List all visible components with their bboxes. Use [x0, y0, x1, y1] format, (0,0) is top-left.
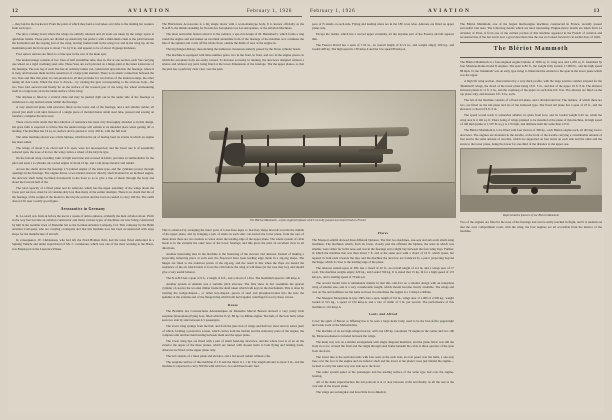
paragraph: The wings, of about 5 in. chord and 4 ft. span, were not un-suspected, and the lower one is of essentially reduced span, the nose of its two the wing carries a wheel of the bicycle type.: [12, 145, 154, 155]
paragraph: The N.A.B.S has a span of 9 ft., a length of 6 ft., and a chord of 1.8 in. The maximum speed is 100 km.p.h.: [166, 275, 301, 280]
paragraph: The Fasteva David has a span of 7.10 in., an overall length of 6.1/4 in., and weighs empty 200 kg., and loaded 400 kg. The high speed is 130 km.p.h and the low speed 80 km.p.h.: [312, 42, 454, 52]
page-number-right: 13: [593, 8, 600, 14]
article-title: The Blériot Mammoth: [493, 44, 569, 52]
header-rule-right: [310, 16, 602, 17]
paragraph: The ailerons extend upon of 300, has a chord of 20 ft., an overall length of 4.2 m, and a wings area of 17 sq.m. The machine weighs empty 420 kg., and loaded 760 kg. It is stated that 15 hp. fit for a high speed of 172 km.p.h., and a landing speed of 70 km.p.h.: [312, 265, 454, 279]
page-number-left: 12: [12, 8, 19, 14]
paragraph: Except the rudder, which has a curved upper extremity, all the airplane part of the Fasteva aircraft appears thin.: [312, 32, 454, 41]
paragraph: The big flanged-Relays, then sticking the numerous clearances entirely passed by the Peron cylinder heads.: [166, 47, 301, 52]
column-2-bottom: [162, 228, 304, 420]
column-4: [460, 22, 602, 420]
photo-caption: Representative features of our Blériot Mammoth: [503, 212, 559, 217]
paragraph: The pilot, coming down where the wings are entirely released and all loads are taken by the wings' space at quickfour beams. These parts are divided up drastically but perfect, with a mini-mum crush at the joint between the horizontal and the sloping part of the wing, leaving frames built in the wing root and in the wing tip. At the maximum point the front spar is about 7 in. by 6 in. and appears to be of about 16 gauge thickness.: [12, 32, 154, 50]
page-content: [8, 6, 604, 414]
paragraph: The lower wing tips are fitted with a pair of small hand-ing airscrews, and the whole boat is of an on the exterior the upper of the three planes, which are turned with chosen leads to both flying and landing loads. Ailerons are fitted on the upper plane only.: [162, 339, 304, 352]
paragraph: The total capacity of a fitted plane and its tailerons, which has the upper extremity of the wings about the lower part sur-face, must be of consider-ably less than many of the earlier attempts. There is no doubt that the of the fuselage of the weight of the model to the bicycle section and the load ex-ceeded to carry 160 lbs. The outfit does not fit near a really good figure.: [12, 185, 154, 204]
paragraph: The machine of its are high-winged tractor, with one 180 hp. Gnometes 70 engine in the center and two 190 hp. Monosou-thenes is turreted between the wings.: [312, 329, 454, 338]
wheel: [291, 173, 305, 187]
horizontal-stabilizer: [359, 149, 393, 154]
paragraph: The Blériot Mammoth, one of the largest multi-engine machines constructed in France, recently passed successful trial tests. The following details which are most interesting. Engine-motor details are taken from La Aviation of Paris, is from one of the earliest portion of this machine appeared in the French of aviation and reconstruction of the last and it now a good deal more like the one we looked forward to in earlier days of 1926.: [460, 22, 602, 40]
paragraph: The most noticeable feature about it is the radiator, a spe-cial design of M. Benitebart's, which forms a ring round the engine and and makes an excellent streamline form of the fuselage of the machine as it continues the line of the spinner and cowls off the whole front, outside the limits of area of the engine in.: [162, 32, 304, 46]
divider: [460, 57, 602, 58]
paragraph: The lower line is the sectional units with four seats at the each side, an oval panel over the hulls, a one-way base over the foot of the engine and are inferior shaft and the lower at the plane's nose just behind the engine—located to carry the same way rear side up to the front.: [312, 354, 454, 368]
column-1: [12, 22, 154, 420]
paragraph: The machine is equipped with three number gears, two in the front, in front, and two in the engine places, in which the aeroplane body are easily rotated. To increase economy in running, the airscrews designed without a silence and without any parts being fitted at the lower dimensions of the fuselage. The the upper planes, so that the pilot has a perfectly clear view over the plan.: [162, 53, 304, 71]
masthead-right: AVIATION: [428, 8, 472, 14]
paragraph: The main way was on a-similar arrangement with single diagonal members, and the plane fabric was still the body in a row, crossed the from and the single through steel frame beneath the cable at three-quarters of the span from the front.: [312, 339, 454, 353]
paragraph: Another interesting idea in the machine is the balancing of the elevator and ailerons. Instead of making a projecting balancing piece at each end, the flap-level have been leading edge made in a zig-zag shape. The hinges are fixed to the rearmost points of the zig-zag, and the result is that when the flaps are turned the resistance of the air which tends to force the cam before the wing at will these (as the case may be), and should give a very useful balance.: [162, 251, 304, 274]
column-3-bottom: [312, 228, 454, 420]
paragraph: Two of the engines are fitted in the nose of the fuselage and can be easily reached in flight, and it is understood that the crew compartment room, with the wing, the four engines are all accessible from the interior of the machine.: [460, 220, 602, 234]
paragraph: The Bramble des Constructions Aéronautiques de Marseille Marcel Besson showed a very pretty little seaplane (monoplane) flying boat, fitted with the 8 cyl. 80 hp. Le Rhône engine. The hull, of the boat built, when seen two side by side between 4-5 passengers.: [162, 309, 304, 323]
issue-date-left: February 1, 1926: [246, 8, 292, 14]
paragraph: Cover the spirit of Baroet or Offering has to be seen a large Arms body, used to be the bed-of-fire pagewright and weak work of the Mahomedans.: [312, 318, 454, 328]
column-3-top: [312, 22, 454, 86]
paragraph: The same system panel of the passengers and the leading surface of the same type and over the engine-bearing.: [312, 369, 454, 379]
column-2-top: [162, 22, 304, 86]
paragraph: The second model twin is remarkable mainly in that this com-fort on a smaller design with an interplane wing of smaller size, and at a very considerable weight, which should become clearly available. The wings and cuts on 'the and stabilizer are the same as those two machines the engine is a 110-hp Le Rhône.: [312, 280, 454, 294]
paragraph: The Blériot Mammoth is to be fitted with four motors of 300 hp., each Blériot engine each, all driving tractor airscrews. The engines are mounted in the nacelle, at the front of the nacelle carrying a considerable amount of fuel and in the same amount of nacelles, which are supported on four struts on each side and the other end the struts to the lower plane, being the lower for one-third of the distance to the upper one.: [460, 128, 602, 146]
paragraph: A high lift wing section, characterized by a very thick profile, with the large positive camber adopted for the 'Mammoth' wings, the chord of the lower plane being 16 ft. 5 in., and that of the upper 19 ft. 8 in. The distance between planes is 11 ft. 2 in., and the overhang of the upper on each side 6 ft. 8 in. The ailerons are fitted on the top plane only, and measure 6 ft. 6 in., each.: [460, 79, 602, 97]
paragraph: The wings are rectangular and have little in no dihedral,: [316, 390, 387, 395]
photo-ground: [461, 195, 602, 211]
section-heading: Aeronautics in Germany: [60, 206, 106, 211]
section-heading: Louis and Alfred: [368, 312, 398, 317]
mammoth-secondary-photo: [460, 148, 602, 212]
photo-caption: The Blériot Mammoth—a four-engined biplane which recently passed successful trials in France: [249, 218, 367, 222]
paragraph: The tail of the machine consists of a fixed tail-plane, and a divided elevator. The rudders, of which there are two, are fitted on the tail-plane and are of the balanced type. The fixed tail plane has a span of 23 ft., and the elevators a chord of 6 ft. 6 in.: [460, 98, 602, 112]
paragraph: The seaplane surface of this machine if 2 ft and the thrust is 1.1 m. The length amount is about 3 m., and the machine is expected to carry 500 lbs.with with two, two and three hours' fuel.: [162, 359, 304, 369]
paragraph: The Nieuport Monoplane in type 1905, has a span, length of 6.6 m., wings area of 1,000 of 2,500 kg., weight loaded at 515 kg., a speed of 150 km.p.h, and a rate of climb of 3 m. per second. The performance of this machine is 110 km.p.h.: [312, 295, 454, 309]
paragraph: The other machine shown was a little biplane, which has the air of having been an aviette in which an engine has been added.: [12, 135, 154, 144]
landing-gear-leg: [275, 163, 277, 175]
paragraph: The Blériot Mammoth is a four-engined engine biplane of 3030 sq. ft. wing area and 1,470 sq. ft. furnished by four Mormon-Rome model II engines. The span is 80 ft., the weight fully loaded, 17,000 lb., and the high speed 88 mph. To the 'mammoth' was an early type being to illustrated the relation to the span in the lower plane which was the upper.: [460, 59, 602, 78]
paragraph: All of the main superstructure the tail pontoon is at or area between crafts and finally on all the rest as the oval unit of the lowest plane.: [312, 380, 454, 389]
paragraph: This is achieved by arranging the inner parts of lower-fuse-lages so that they shape inwards towards the middle of the upper plane, and by bringing a pair of struts on each side: con-nected the lower plane, from the tops of these struts there are two stations as wires down the leading edge of the upper plane. The whole system of cable mode is in the extreme the outer nose of the lower fuselage, and this gives the pilot an excellent view in all directions.: [162, 228, 304, 250]
paragraph: The Blériotiona Accessories is a big single motor with a work-manstype body. It is known officially as the N.A.B.S, the initials standing for Nordia des Aeroplanes Les Les Aéroplanes, or the Aviation Machines.: [162, 22, 304, 31]
section-heading: Flares: [377, 231, 389, 235]
photo-horizon: [163, 182, 455, 183]
divider: [460, 42, 602, 43]
paragraph: On the bottom wing a leading, built of light steel tube and covered in fabric, provides accommodation for the pilot and seats a 2-cylinder, air-cooled engine of about 10 hp. and a tail plane elevator and rudder.: [12, 156, 154, 165]
engine-nose: [223, 143, 245, 166]
paragraph: R. Le-onard was from-in before the use in a weeks of atmos-spheres, evidently the their aviation about. Profit in the way has become an aviation constructor and many various types of machines are now being constructed by him in the German town of Dreizehn but as the German Aviation Company, Ltd. This company by the Helm Aviation Com-pany, who are carrying on Repairs and that this machine now has been reconstructed with large shops for the manufacture of aircraft.: [12, 213, 154, 236]
paragraph: The tail consists of a fixed plane and elevator, and a bal-anced rudder without a fin.: [166, 353, 271, 358]
masthead-left: AVIATION: [128, 8, 172, 14]
header-rule-left: [10, 16, 302, 17]
section-heading: Route: [228, 302, 238, 307]
paragraph: There can be little doubt that the reduction of resistance has been very thoroughly attended to in this design, but great faith is expected to follow that the undercarriage will remain to its intended place when getting off or landing. The machine has 19 sq. in. surface and is quoted to carry 450 lb. with the full load.: [12, 120, 154, 134]
paragraph: In consequence, W. Christensen, who had left the Nord-Holmen firm, had his latest fitted embodied in a Spitting Vehicle and under supervision of Mr. C. Lundersen, which was one of the most working at the Hares, was Employed on the Lawrence Planes.: [12, 237, 154, 251]
paragraph: A very small tail plane with elevators fitted on the lower end of the fuselage, and a sub smaller rudder, all placed just abaft a tail skid. Instead of a single piece of molded metal, small steel tube, pressed and sawing on transfers, comprise the struc-ture.: [12, 105, 154, 119]
paragraph: Another system of Ataman was a variable pitch airscrew. The flats show in fact resembles the gearset cylinder of receive the wooden timber inside the shaft taken which both keys in the mechanism. This is done by twisting the wedge-shaped— or rather key-shaped—pieces of steel and phosphor-bronze into the hole the spindles at the extreme end of the flanged ring which both hold against centrifugal force by these screws.: [162, 281, 304, 300]
paragraph: pace of N stands on each side. Flying and landing wires are in the 180 cross wise. Ailerons are fitted on upper plane only.: [312, 22, 454, 31]
blériot-mammoth-photo: [162, 90, 456, 218]
paragraph: —they land in the backward. From the point at which they land a road takes over time to the landing bar requires from each spot.: [12, 22, 154, 31]
paragraph: The Nieuport exhibit showed three different biplanes. The first two machines, one-seat and sub-scale small-wing machines. The machines which, from its lower, closely past the efficient the biplane, the seats in which was smaller, were rather far in the nose and was in the fuselage and a slight bay between the four wing bays. Further, in which the machine that was then about 7 ft. and at the same spot with a chord of 10 ft. which spans, but tapered in both ends towards the tips, and the machine the airscrew are balanced by a piece projecting beyond the hinge, which is close to the leading edge of the plane.: [312, 237, 454, 265]
paragraph: The speed would reach is somewhat smaller, its giant from bow, and its loaded weight 6.45 on, while the wing area is 2,140 sq. ft. There being of wings planned to be installed at the plane of this machine, its high speed of 106 mph (same as 1,507 lb./sq.), is 170 mph, and ultimate shall the same than 125 ft.: [460, 113, 602, 127]
paragraph: The airplane is fitted in a vertical slide and may be pushed right out in the under side of the fuselage or withdrawn to any desired extent within the fuselage.: [12, 95, 154, 104]
issue-date-right: February 1, 1926: [310, 8, 356, 14]
paragraph: Across the shafts above the fuselage a V-jointed engine of the same type, and the cylinders project through openings in the fuselage. The engine drives a two-bladed airscrew directly shaft mounted in an inclined engine, the airscrew shaft being in-clined downwards to the front so as to give a line of thrust through the body and about the forward half of the: [12, 166, 154, 184]
fuselage: [489, 175, 571, 184]
wheel: [255, 173, 269, 187]
photo-ground: [163, 183, 455, 217]
paragraph: Four spruce stations are fitted to a false spar in the rear of the main spar.: [16, 51, 107, 56]
paragraph: The undercarriage consists of two Vees of half streamline tube, One in. flat at one section, each Vee carrying one wheel on a rigid overhung steel axle. These Vees are each pivoted on a hinge-joint at the inner transverse of the fuselage. The rear leg of each Vee has an ordinary radius rod, constructed upwards into the fuselage, where it is long, and between them and the outermost of a large joint element. There is an elastic connection between the two Vees and thus this joint, in com-pression in all that provides for two halves of the undercar-riage, the other taking all side loads. When the door is drawn— by rotating the gear corresponding to the obvious body—the two Vees fold outward and finally lie on the surface of the lowered part of the wing, the wheel surmounting itself in a large hole cut in the under-surface of the wing.: [12, 57, 154, 94]
paragraph: The lower wing springs from the hull, and from the junc-tion of wings and hull two short narrow series (sent of which, forming a protective screen, which carries both the mobile and the stationary parts of the engine, the complete unit and has dual bearing between them and the upper plane.: [162, 324, 304, 338]
